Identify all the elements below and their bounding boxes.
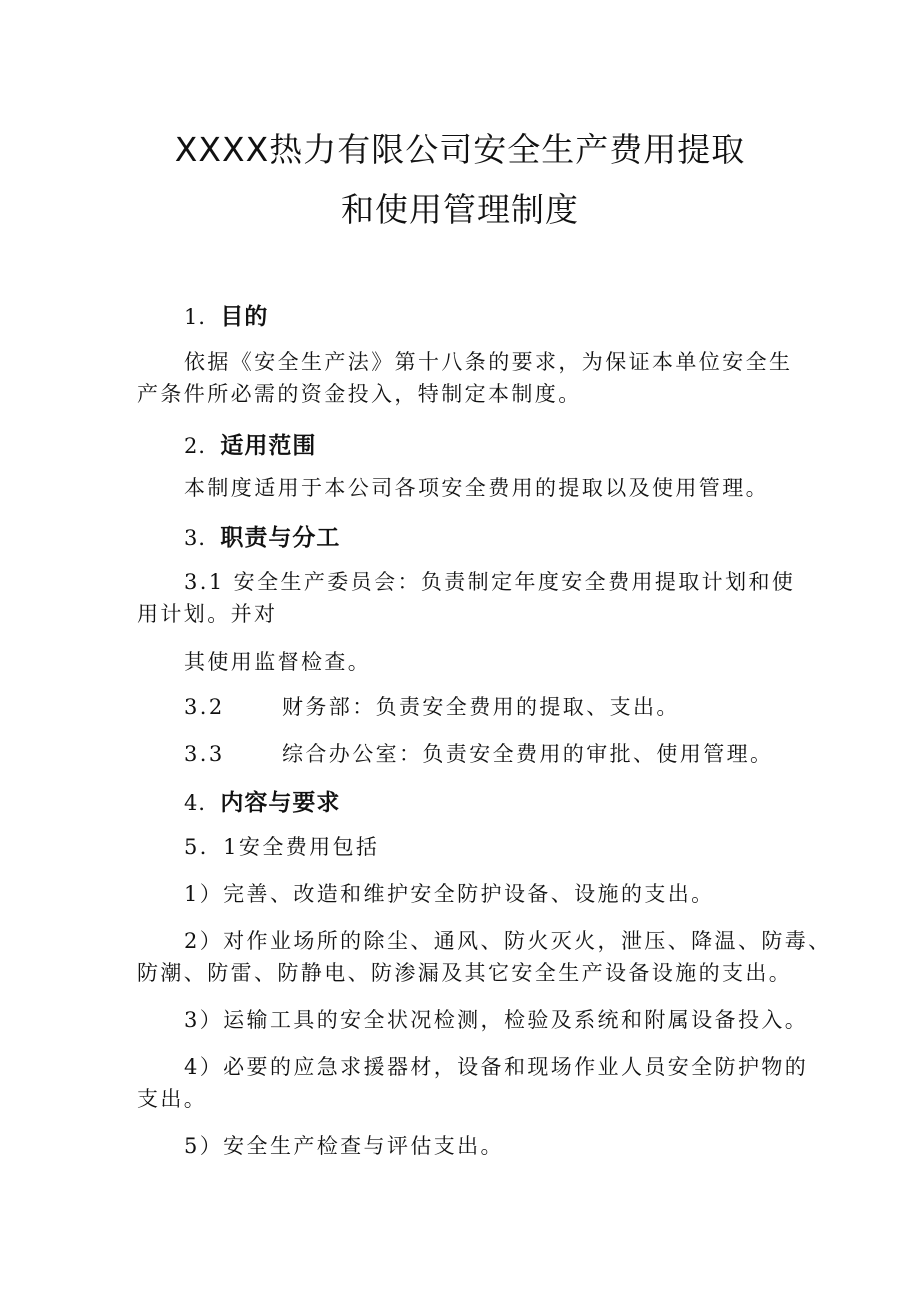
paragraph-line: 用计划。并对 (137, 602, 278, 626)
list-item: 2）对作业场所的除尘、通风、防火灭火，泄压、降温、防毒、 (184, 929, 832, 953)
list-item: 4）必要的应急求援器材，设备和现场作业人员安全防护物的 (184, 1055, 809, 1079)
clause-number: 3.3 (184, 742, 225, 766)
paragraph-line: 依据《安全生产法》第十八条的要求，为保证本单位安全生 (184, 350, 793, 374)
section-number: 4． (184, 791, 221, 815)
list-item: 5）安全生产检查与评估支出。 (184, 1134, 504, 1158)
clause-number: 3.2 (184, 695, 225, 719)
section-title: 目的 (220, 304, 269, 330)
document-title-line-1: XXXX热力有限公司安全生产费用提取 (174, 130, 746, 169)
paragraph-line: 5．1安全费用包括 (184, 835, 380, 859)
section-number: 3． (184, 526, 221, 550)
document-title-line-2: 和使用管理制度 (341, 190, 579, 229)
section-number: 1． (184, 305, 221, 329)
clause-text: 财务部：负责安全费用的提取、支出。 (282, 695, 680, 719)
section-title: 内容与要求 (220, 790, 341, 816)
list-item: 3）运输工具的安全状况检测，检验及系统和附属设备投入。 (184, 1008, 809, 1032)
section-heading-3 (184, 519, 340, 552)
paragraph-line (184, 738, 773, 768)
section-number: 2． (184, 434, 221, 458)
list-item-continuation: 支出。 (137, 1087, 208, 1111)
paragraph-line: 3.1 安全生产委员会：负责制定年度安全费用提取计划和使 (184, 570, 796, 594)
clause-text: 综合办公室：负责安全费用的审批、使用管理。 (282, 742, 774, 766)
paragraph-line: 本制度适用于本公司各项安全费用的提取以及使用管理。 (184, 476, 769, 500)
section-heading-2 (184, 427, 316, 460)
paragraph-line: 其使用监督检查。 (184, 650, 372, 674)
list-item: 1）完善、改造和维护安全防护设备、设施的支出。 (184, 882, 715, 906)
section-heading-1 (184, 298, 268, 331)
paragraph-line: 产条件所必需的资金投入，特制定本制度。 (137, 382, 582, 406)
section-title: 职责与分工 (220, 525, 341, 551)
section-title: 适用范围 (220, 433, 317, 459)
list-item-continuation: 防潮、防雷、防静电、防渗漏及其它安全生产设备设施的支出。 (137, 961, 793, 985)
section-heading-4 (184, 784, 340, 817)
paragraph-line (184, 691, 680, 721)
